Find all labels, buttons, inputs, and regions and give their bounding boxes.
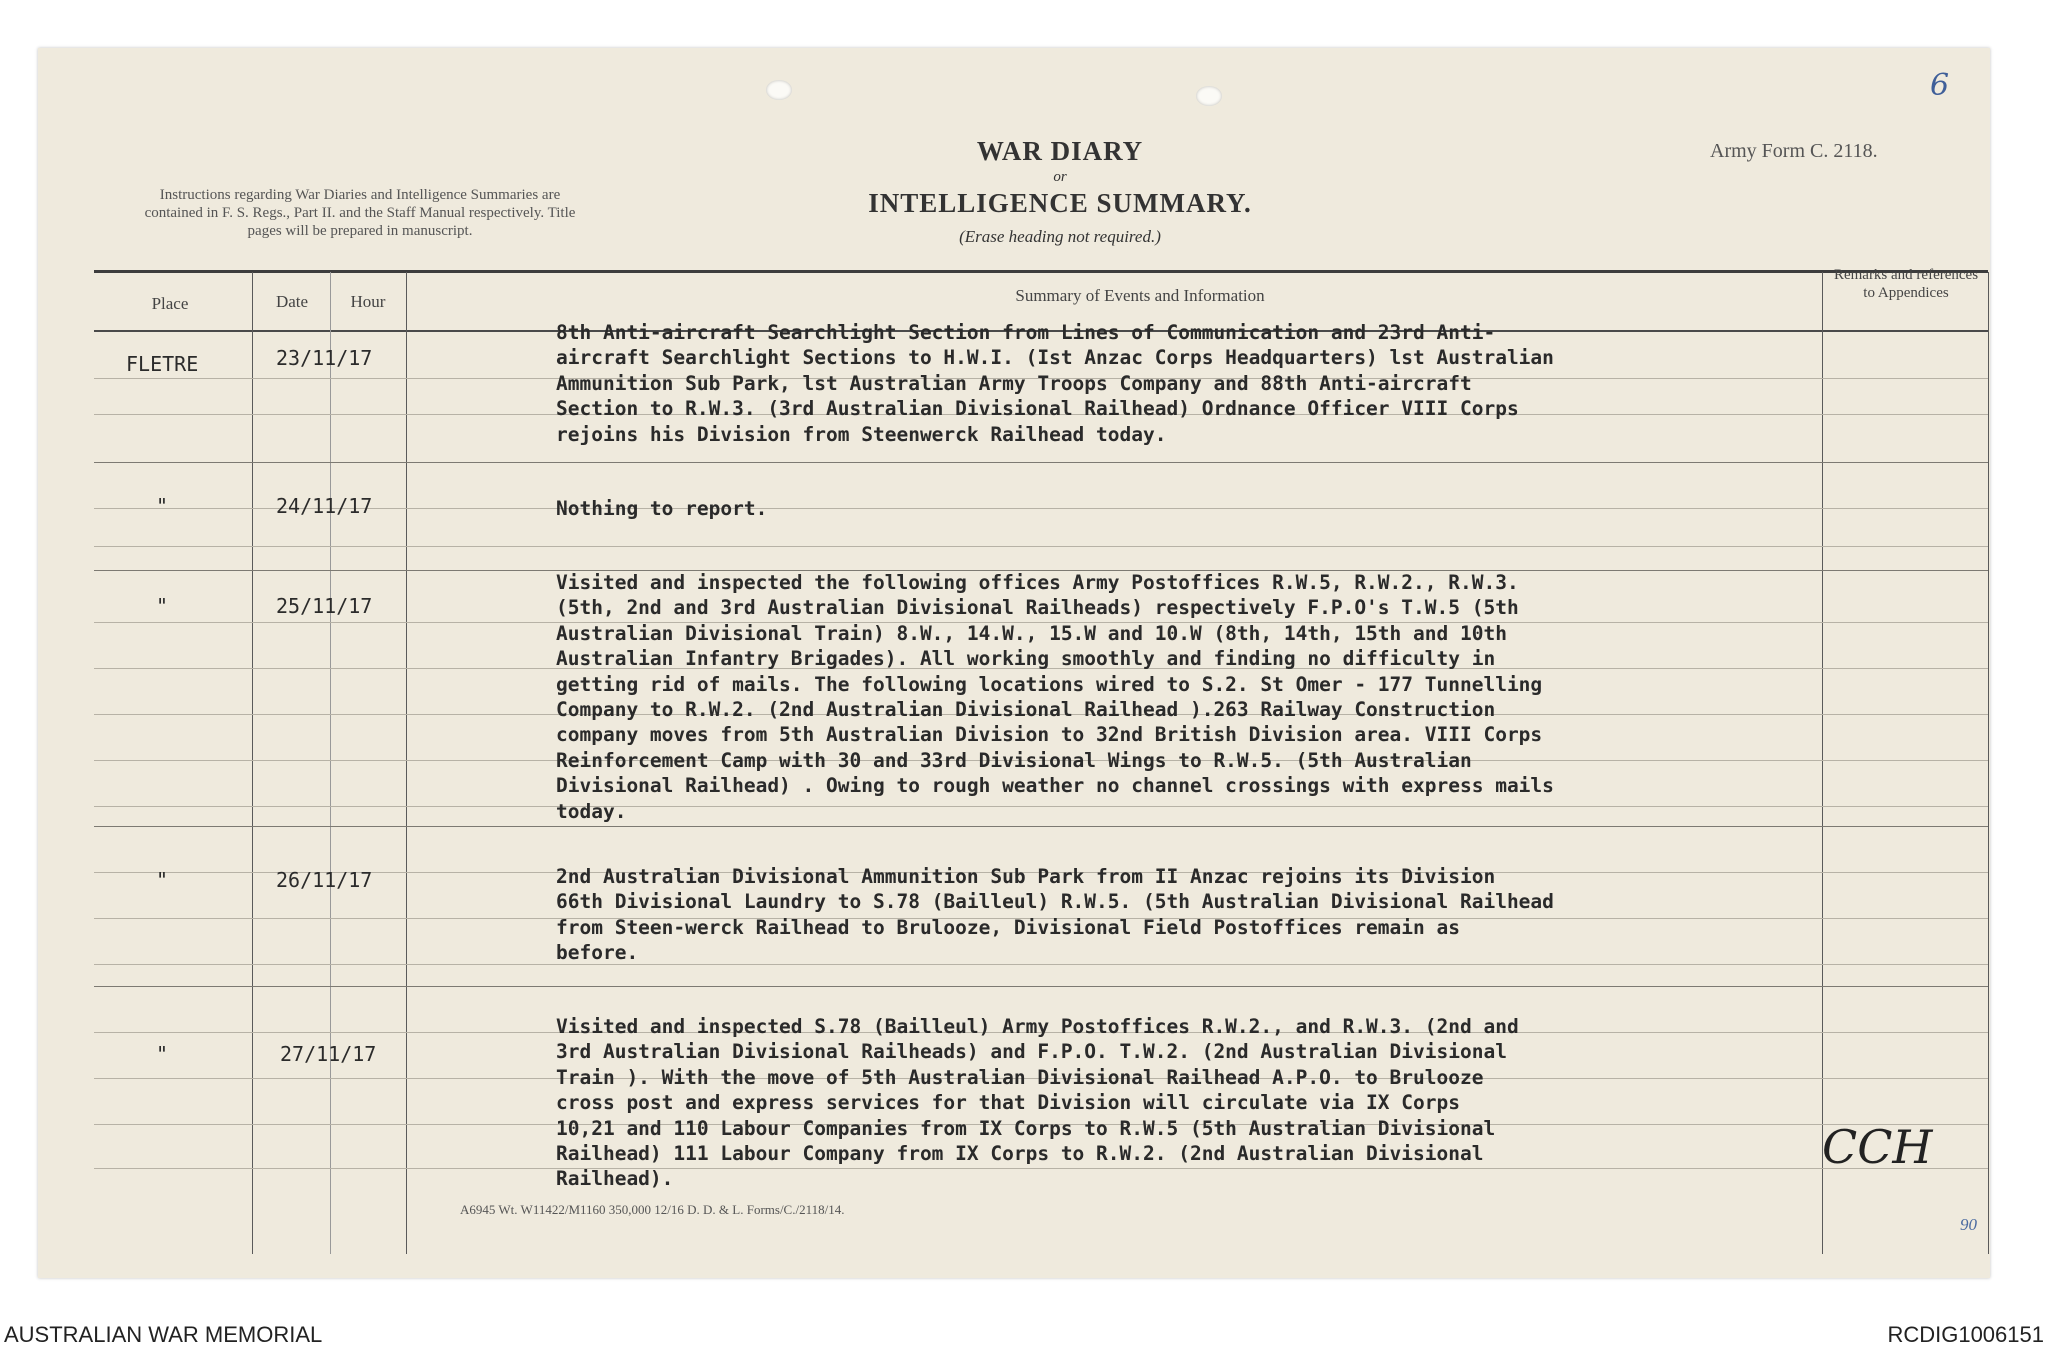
entry-summary: Nothing to report.	[556, 497, 768, 520]
archive-page-number: 90	[1960, 1215, 1977, 1234]
heading-subtitle: INTELLIGENCE SUMMARY.	[868, 188, 1252, 218]
entry-summary: Visited and inspected the following offices Army Postoffices R.W.5, R.W.2., R.W.3. (5th, 2nd and 3rd Australian Divisional Railheads) respectively F.P.O's T.W.5 (5th Australian Divisional Train) 8.W., 14.W., 15.W and 10.W (8th, 14th, 15th and 10th Australian Infantry Brigades). All working smoothly and finding no difficulty in getting rid of mails. The following locations wired to S.2. St Omer - 177 Tunnelling Company to R.W.2. (2nd Australian Divisional Railhead ).263 Railway Construction company moves from 5th Australian Division to 32nd British Division area. VIII Corps Reinforcement Camp with 30 and 33rd Divisional Wings to R.W.5. (5th Australian Divisional Railhead) . Owing to rough weather no channel crossings with express mails today.	[556, 571, 1554, 823]
entry-date: 27/11/17	[280, 1042, 377, 1066]
column-rule-hour	[406, 272, 407, 1254]
entry-place: "	[156, 494, 169, 518]
entry-date: 24/11/17	[276, 494, 373, 518]
header-rule	[94, 270, 1988, 273]
instructions-note: Instructions regarding War Diaries and Intelligence Summaries are contained in F. S. Regs., Part II. and the Staff Manual respectively. Title pages will be prepared in manuscript.	[144, 187, 576, 239]
page-number: 6	[1930, 68, 1950, 103]
credit-institution: AUSTRALIAN WAR MEMORIAL	[4, 1322, 323, 1347]
form-heading	[800, 136, 1320, 247]
entry-date: 26/11/17	[276, 868, 373, 892]
column-header-summary: Summary of Events and Information	[1015, 286, 1265, 305]
entry-place: FLETRE	[126, 352, 199, 376]
entry-summary: 2nd Australian Divisional Ammunition Sub Park from II Anzac rejoins its Division 66th Divisional Laundry to S.78 (Bailleul) R.W.5. (5th Australian Divisional Railhead from Steen-werck Railhead to Brulooze, Divisional Field Postoffices remain as before.	[556, 865, 1554, 965]
column-header-date: Date	[275, 292, 309, 311]
heading-or: or	[1053, 169, 1067, 185]
form-print-line: A6945 Wt. W11422/M1160 350,000 12/16 D. D. & L. Forms/C./2118/14.	[460, 1202, 845, 1217]
column-rule-place	[252, 272, 253, 1254]
entry-summary: 8th Anti-aircraft Searchlight Section from Lines of Communication and 23rd Anti- aircraft Searchlight Sections to H.W.I. (Ist Anzac Corps Headquarters) lst Australian Ammunition Sub Park, lst Australian Army Troops Company and 88th Anti-aircraft Section to R.W.3. (3rd Australian Divisional Railhead) Ordnance Officer VIII Corps rejoins his Division from Steenwerck Railhead today.	[556, 321, 1554, 446]
entry-date: 23/11/17	[276, 346, 373, 370]
column-header-place: Place	[151, 294, 189, 313]
column-header-remarks: Remarks and references to Appendices	[1833, 267, 1979, 301]
column-header-hour: Hour	[350, 292, 386, 311]
column-rule-remarks	[1988, 272, 1989, 1254]
punch-hole	[1196, 86, 1222, 106]
column-rule-summary	[1822, 272, 1823, 1254]
entry-place: "	[156, 868, 169, 892]
heading-title: WAR DIARY	[976, 136, 1144, 166]
credit-record-id: RCDIG1006151	[1887, 1322, 2044, 1347]
army-form-label: Army Form C. 2118.	[1710, 140, 1878, 162]
entry-place: "	[156, 594, 169, 618]
column-rule-date	[330, 272, 331, 1254]
initials-signature: CCH	[1822, 1120, 1933, 1174]
heading-erase-note: (Erase heading not required.)	[959, 227, 1161, 246]
entry-place: "	[156, 1042, 169, 1066]
entry-summary: Visited and inspected S.78 (Bailleul) Army Postoffices R.W.2., and R.W.3. (2nd and 3rd Australian Divisional Railheads) and F.P.O. T.W.2. (2nd Australian Divisional Train ). With the move of 5th Australian Divisional Railhead A.P.O. to Brulooze cross post and express services for that Division will circulate via IX Corps 10,21 and 110 Labour Companies from IX Corps to R.W.5 (5th Australian Divisional Railhead) 111 Labour Company from IX Corps to R.W.2. (2nd Australian Divisional Railhead).	[556, 1015, 1519, 1191]
entry-date: 25/11/17	[276, 594, 373, 618]
punch-hole	[766, 80, 792, 100]
